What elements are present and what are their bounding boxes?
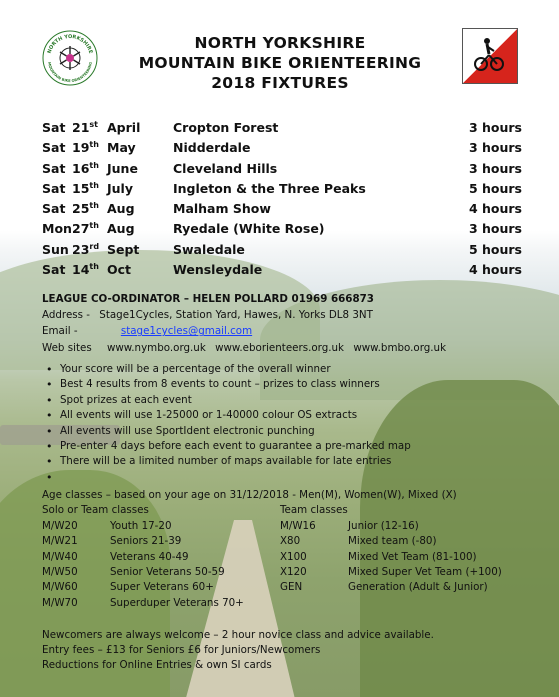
class-name: Senior Veterans 50-59 [110, 565, 225, 578]
page-title [110, 33, 450, 93]
class-code: M/W60 [42, 581, 78, 594]
rules-list [46, 362, 411, 470]
class-code: M/W70 [42, 596, 78, 609]
class-code: M/W20 [42, 519, 78, 532]
fixture-row [42, 181, 522, 201]
class-code: GEN [280, 581, 303, 594]
entry-fees-note: Entry fees – £13 for Seniors £6 for Juniors/Newcomers [42, 644, 321, 656]
class-row [42, 550, 532, 565]
class-name: Generation (Adult & Junior) [348, 581, 488, 594]
fixture-venue: Cleveland Hills [173, 160, 278, 176]
age-classes-intro: Age classes – based on your age on 31/12/2018 - Men(M), Women(W), Mixed (X) [42, 489, 457, 501]
class-name: Mixed Vet Team (81-100) [348, 550, 477, 563]
class-code: M/W16 [280, 519, 316, 532]
class-name: Mixed team (-80) [348, 535, 437, 548]
fixture-duration: 4 hours [468, 201, 522, 217]
class-name: Seniors 21-39 [110, 535, 182, 548]
fixture-venue: Wensleydale [173, 262, 263, 278]
class-row [42, 534, 532, 549]
fixture-duration: 5 hours [468, 241, 522, 257]
logo-text-bottom: MOUNTAIN BIKE ORIENTEERING [47, 61, 93, 84]
fixture-row [42, 120, 522, 140]
fixture-day: Sat [42, 201, 66, 217]
age-classes [42, 488, 532, 611]
fixture-venue: Cropton Forest [173, 120, 279, 135]
fixture-venue: Swaledale [173, 241, 245, 257]
nymbo-rose-logo [42, 30, 98, 86]
fixture-venue: Ryedale (White Rose) [173, 221, 325, 237]
fixture-month: Aug [107, 201, 135, 217]
class-name: Veterans 40-49 [110, 550, 189, 563]
footer-notes [42, 628, 434, 673]
fixture-date: 15th [72, 180, 99, 197]
email-label: Email - [42, 325, 78, 338]
league-coordinator: LEAGUE CO-ORDINATOR – HELEN POLLARD 01969 666873 [42, 293, 374, 305]
class-name: Super Veterans 60+ [110, 581, 214, 594]
fixture-row [42, 221, 522, 241]
fixture-day: Sat [42, 180, 66, 196]
newcomers-note: Newcomers are always welcome – 2 hour novice class and advice available. [42, 629, 434, 641]
class-name: Junior (12-16) [348, 519, 419, 532]
rule-item: • Best 4 results from 8 events to count – prizes to class winners [46, 377, 411, 392]
fixture-day: Sat [42, 262, 66, 278]
mountain-biker-icon [463, 29, 517, 83]
fixture-row [42, 201, 522, 221]
fixture-venue: Nidderdale [173, 140, 251, 156]
fixture-duration: 3 hours [468, 160, 522, 176]
orienteering-flag-logo [462, 28, 518, 84]
fixture-date: 25th [72, 201, 99, 217]
fixture-duration: 3 hours [468, 221, 522, 237]
address-label: Address - [42, 309, 90, 322]
fixture-month: June [107, 160, 138, 176]
class-code: X100 [280, 550, 307, 563]
fixture-date: 27th [72, 221, 99, 237]
address-text: Stage1Cycles, Station Yard, Hawes, N. Yorks DL8 3NT [99, 309, 373, 322]
fixture-date: 23rd [72, 241, 100, 257]
fixture-duration: 5 hours [468, 180, 522, 196]
rule-item: • All events will use 1-25000 or 1-40000 colour OS extracts [46, 408, 411, 423]
rule-item: • Your score will be a percentage of the overall winner [46, 362, 411, 377]
contact-info [42, 291, 446, 356]
fixture-row [42, 262, 522, 282]
fixture-month: May [107, 140, 136, 156]
fixture-duration: 4 hours [468, 262, 522, 278]
class-name: Youth 17-20 [110, 519, 172, 532]
fixture-row [42, 140, 522, 160]
title-line: 2018 FIXTURES [211, 74, 349, 92]
fixture-date: 14th [72, 262, 99, 278]
title-line: MOUNTAIN BIKE ORIENTEERING [138, 54, 422, 72]
class-row [42, 596, 532, 611]
rule-item: • Pre-enter 4 days before each event to guarantee a pre-marked map [46, 439, 411, 454]
class-row [42, 565, 532, 580]
fixtures-table [42, 120, 522, 282]
rule-item: • All events will use SportIdent electronic punching [46, 424, 411, 439]
solo-classes-header: Solo or Team classes [42, 504, 149, 517]
fixture-month: April [107, 120, 141, 135]
class-name: Mixed Super Vet Team (+100) [348, 565, 502, 578]
fixture-day: Sat [42, 140, 66, 156]
fixture-month: Aug [107, 221, 135, 237]
reductions-note: Reductions for Online Entries & own SI cards [42, 659, 272, 671]
fixture-row [42, 161, 522, 181]
fixture-day: Mon [42, 221, 72, 237]
team-classes-header: Team classes [280, 504, 348, 517]
website-link-eborienteers[interactable]: www.eborienteers.org.uk [215, 341, 345, 354]
websites-line [42, 340, 446, 356]
fixture-month: Oct [107, 262, 132, 278]
email-link[interactable]: stage1cycles@gmail.com [120, 325, 253, 338]
rule-item: • Spot prizes at each event [46, 393, 411, 408]
fixture-day: Sun [42, 241, 69, 257]
rule-item: • There will be a limited number of maps available for late entries [46, 454, 411, 469]
fixture-date: 19th [72, 140, 99, 156]
class-code: X120 [280, 565, 307, 578]
class-row [42, 580, 532, 595]
class-code: M/W50 [42, 565, 78, 578]
fixture-venue: Ingleton & the Three Peaks [173, 180, 366, 196]
class-name: Superduper Veterans 70+ [110, 596, 244, 609]
fixture-month: July [107, 180, 133, 196]
class-code: X80 [280, 535, 301, 548]
website-link-bmbo[interactable]: www.bmbo.org.uk [353, 341, 447, 354]
fixture-month: Sept [107, 241, 140, 257]
address-line [42, 307, 446, 323]
websites-label: Web sites [42, 341, 92, 354]
class-code: M/W40 [42, 550, 78, 563]
fixture-day: Sat [42, 120, 66, 135]
classes-header-row [42, 503, 532, 518]
fixture-venue: Malham Show [173, 201, 271, 217]
fixture-row [42, 242, 522, 262]
fixture-duration: 3 hours [468, 120, 522, 135]
class-row [42, 519, 532, 534]
website-link-nymbo[interactable]: www.nymbo.org.uk [106, 341, 206, 354]
email-line [42, 323, 446, 339]
title-line: NORTH YORKSHIRE [194, 34, 366, 52]
logo-text-top: NORTH YORKSHIRE [46, 33, 94, 55]
fixture-date: 21st [72, 120, 98, 136]
class-code: M/W21 [42, 535, 78, 548]
fixture-date: 16th [72, 160, 99, 176]
fixture-day: Sat [42, 160, 66, 176]
fixture-duration: 3 hours [468, 140, 522, 156]
